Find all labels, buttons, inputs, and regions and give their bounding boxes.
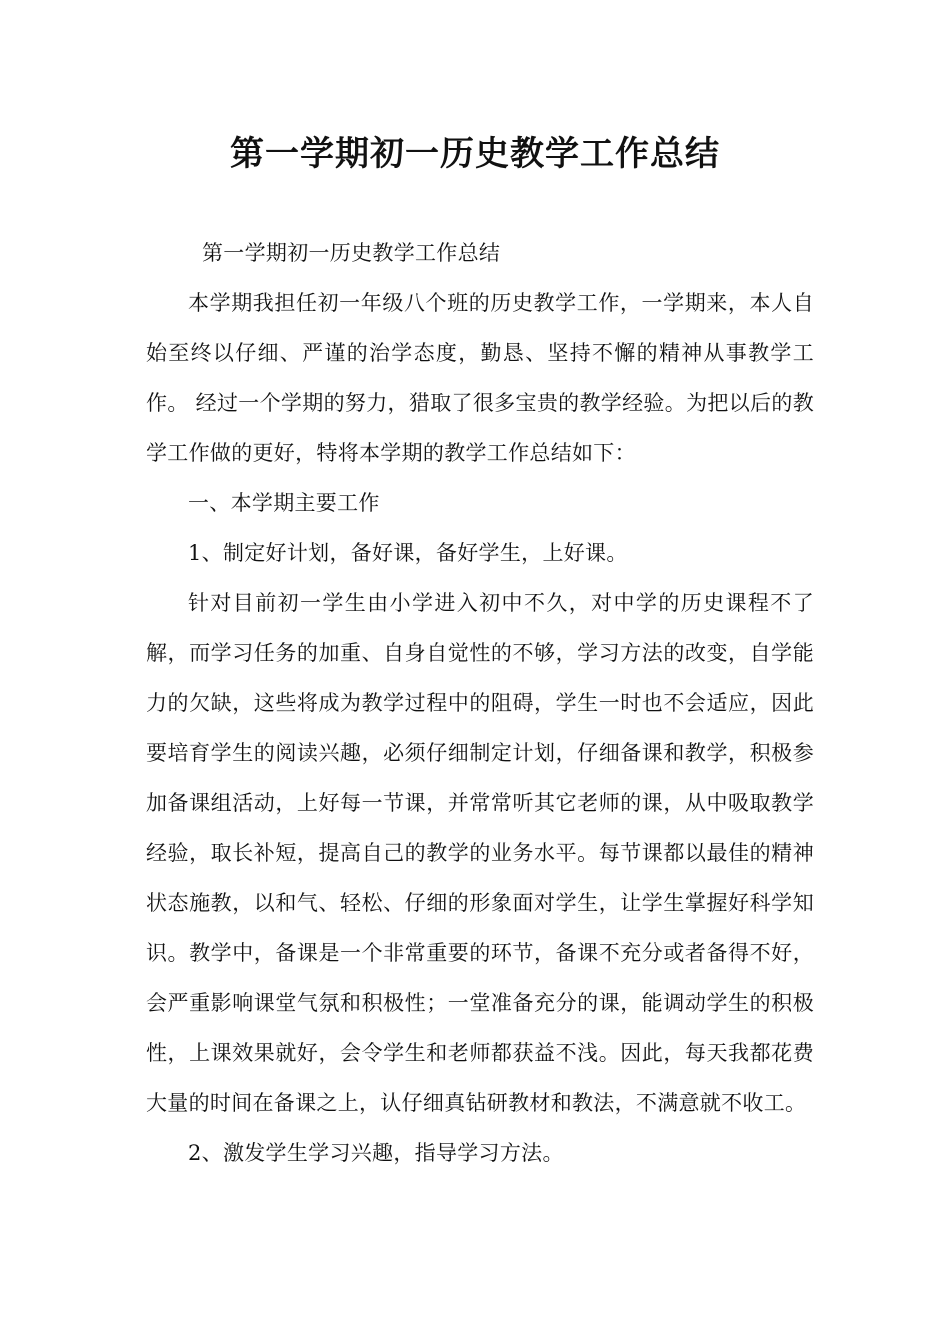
- subheading-planning: 1、制定好计划，备好课，备好学生，上好课。: [188, 541, 628, 565]
- paragraph-subtitle: 第一学期初一历史教学工作总结: [202, 241, 501, 265]
- paragraph-planning-detail: 针对目前初一学生由小学进入初中不久，对中学的历史课程不了解，而学习任务的加重、自身自觉性的不够，学习方法的改变，自学能力的欠缺，这些将成为教学过程中的阻碍，学生一时也不会适应，因此要培育学生的阅读兴趣，必须仔细制定计划，仔细备课和教学，积极参加备课组活动，上好每一节课，并常常听其它老师的课，从中吸取教学经验，取长补短，提高自己的教学的业务水平。每节课都以最佳的精神状态施教，以和气、轻松、仔细的形象面对学生，让学生掌握好科学知识。教学中，备课是一个非常重要的环节，备课不充分或者备得不好，会严重影响课堂气氛和积极性；一堂准备充分的课，能调动学生的积极性，上课效果就好，会令学生和老师都获益不浅。因此，每天我都花费大量的时间在备课之上，认仔细真钻研教材和教法，不满意就不收工。: [146, 591, 814, 1115]
- section-heading-main-work: 一、本学期主要工作: [188, 491, 380, 515]
- document-body: [146, 228, 814, 1178]
- paragraph-intro: 本学期我担任初一年级八个班的历史教学工作，一学期来，本人自始至终以仔细、严谨的治学态度，勤恳、坚持不懈的精神从事教学工作。 经过一个学期的努力，猎取了很多宝贵的教学经验。为把以后的教学工作做的更好，特将本学期的教学工作总结如下：: [146, 291, 814, 465]
- document-title: 第一学期初一历史教学工作总结: [230, 134, 720, 174]
- subheading-interest: 2、激发学生学习兴趣，指导学习方法。: [188, 1141, 564, 1165]
